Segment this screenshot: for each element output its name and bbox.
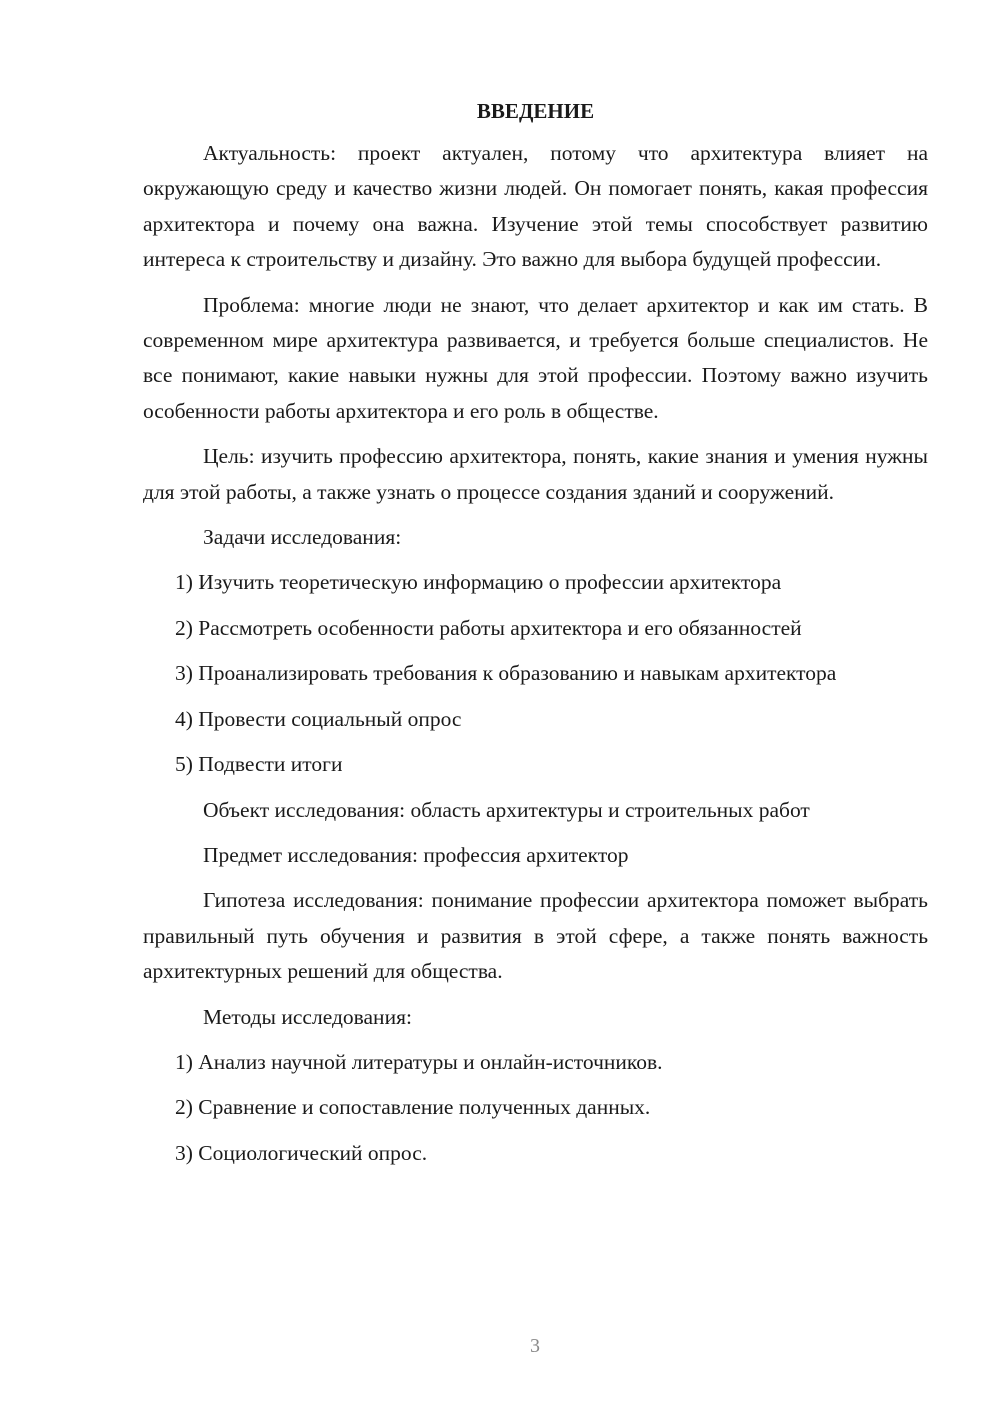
relevance-paragraph: Актуальность: проект актуален, потому что архитектура влияет на окружающую среду и качество жизни людей. Он помогает понять, какая профессия архитектора и почему она важна. Изучение этой темы способствует развитию интереса к строительству и дизайну. Это важно для выбора будущей профессии. [143, 141, 928, 272]
task-item-2: 2) Рассмотреть особенности работы архитектора и его обязанностей [175, 615, 802, 640]
page-title: ВВЕДЕНИЕ [476, 99, 595, 123]
page-number: 3 [530, 1335, 540, 1357]
method-item-3: 3) Социологический опрос. [175, 1140, 428, 1165]
method-item-1: 1) Анализ научной литературы и онлайн-источников. [175, 1049, 663, 1074]
task-item-5: 5) Подвести итоги [175, 752, 343, 777]
methods-heading: Методы исследования: [203, 1004, 412, 1029]
document-body [143, 96, 928, 1181]
task-item-4: 4) Провести социальный опрос [175, 706, 462, 731]
research-subject: Предмет исследования: профессия архитектор [203, 842, 629, 867]
task-item-3: 3) Проанализировать требования к образованию и навыкам архитектора [175, 661, 837, 686]
task-item-1: 1) Изучить теоретическую информацию о профессии архитектора [175, 570, 782, 595]
tasks-heading: Задачи исследования: [203, 525, 402, 550]
research-object: Объект исследования: область архитектуры и строительных работ [203, 797, 810, 822]
hypothesis-paragraph: Гипотеза исследования: понимание профессии архитектора поможет выбрать правильный путь обучения и развития в этой сфере, а также понять важность архитектурных решений для общества. [143, 888, 928, 984]
goal-paragraph: Цель: изучить профессию архитектора, понять, какие знания и умения нужны для этой работы, а также узнать о процессе создания зданий и сооружений. [143, 444, 928, 504]
problem-paragraph: Проблема: многие люди не знают, что делает архитектор и как им стать. В современном мире архитектура развивается, и требуется больше специалистов. Не все понимают, какие навыки нужны для этой профессии. Поэтому важно изучить особенности работы архитектора и его роль в обществе. [143, 292, 928, 423]
method-item-2: 2) Сравнение и сопоставление полученных данных. [175, 1095, 651, 1120]
